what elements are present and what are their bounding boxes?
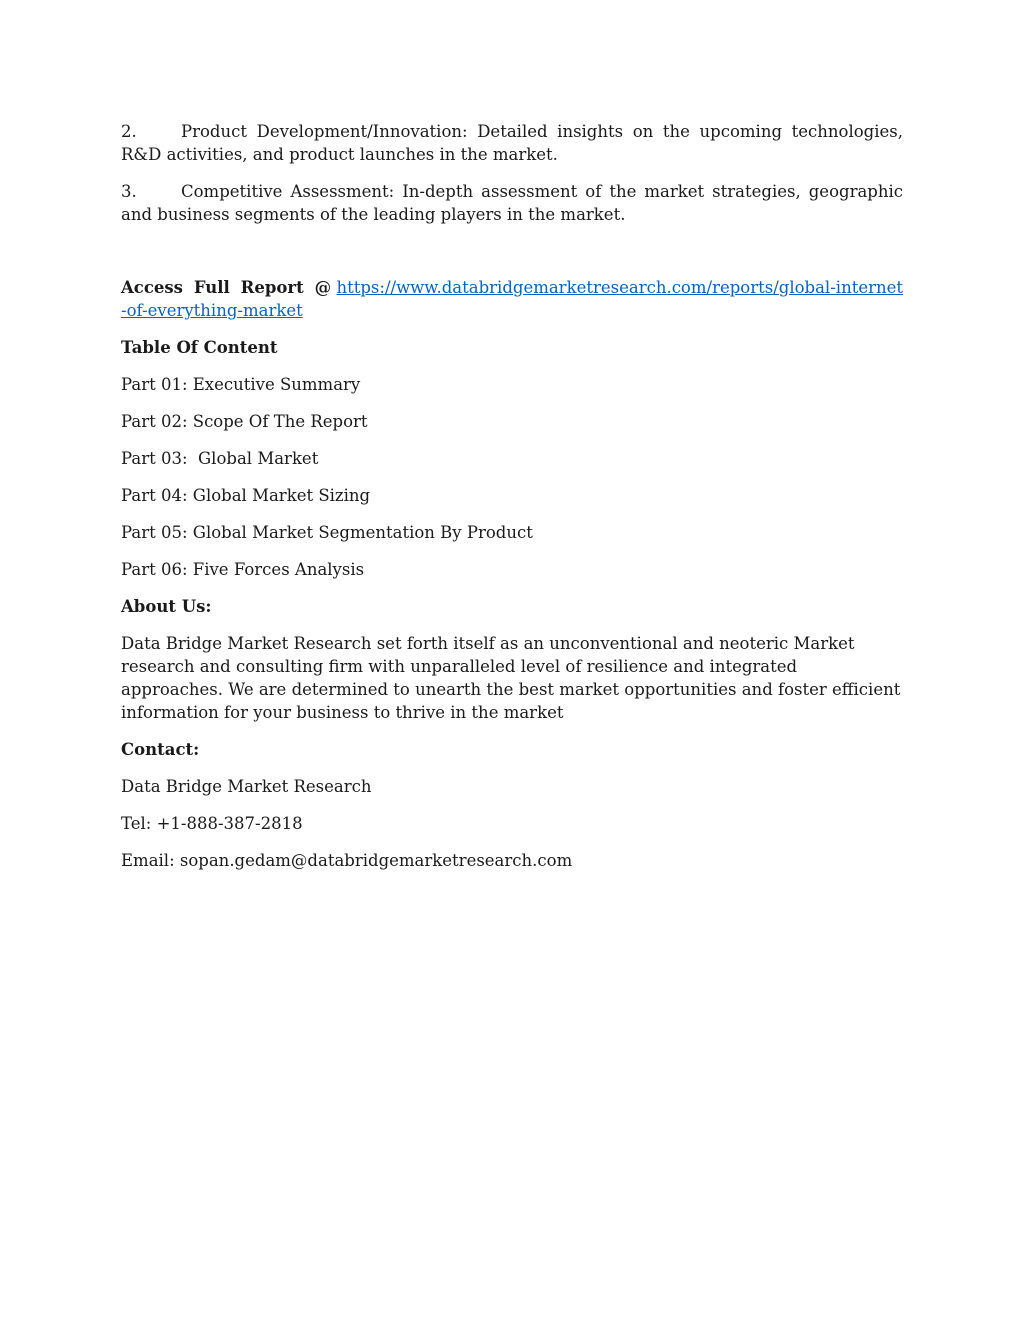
list-item-text: Competitive Assessment: In-depth assessment of the market strategies, geographic and business segments of the leading players in the market.	[121, 182, 903, 224]
access-full-report	[121, 276, 903, 322]
toc-item-part-03: Part 03: Global Market	[121, 449, 319, 468]
toc-heading: Table Of Content	[121, 338, 278, 357]
contact-tel: Tel: +1-888-387-2818	[121, 814, 303, 833]
contact-company: Data Bridge Market Research	[121, 777, 372, 796]
list-item-2	[121, 120, 903, 166]
toc-item-part-05: Part 05: Global Market Segmentation By Product	[121, 523, 533, 542]
access-label: Access Full Report @	[121, 278, 332, 297]
toc-item-part-01: Part 01: Executive Summary	[121, 375, 361, 394]
contact-heading: Contact:	[121, 740, 200, 759]
document-page	[121, 120, 903, 886]
toc-item-part-06: Part 06: Five Forces Analysis	[121, 560, 365, 579]
report-link[interactable]: https://www.databridgemarketresearch.com/reports/global-internet-of-everything-market	[121, 278, 903, 320]
spacer	[121, 240, 903, 276]
about-body: Data Bridge Market Research set forth itself as an unconventional and neoteric Market research and consulting firm with unparalleled level of resilience and integrated approaches. We are determined to unearth the best market opportunities and foster efficient information for your business to thrive in the market	[121, 634, 901, 722]
toc-item-part-04: Part 04: Global Market Sizing	[121, 486, 371, 505]
about-heading: About Us:	[121, 597, 212, 616]
toc-item-part-02: Part 02: Scope Of The Report	[121, 412, 368, 431]
list-item-number: 3.	[121, 182, 137, 201]
contact-email: Email: sopan.gedam@databridgemarketresearch.com	[121, 851, 573, 870]
list-item-3	[121, 180, 903, 226]
list-item-text: Product Development/Innovation: Detailed insights on the upcoming technologies, R&D activities, and product launches in the market.	[121, 122, 903, 164]
list-item-number: 2.	[121, 122, 137, 141]
